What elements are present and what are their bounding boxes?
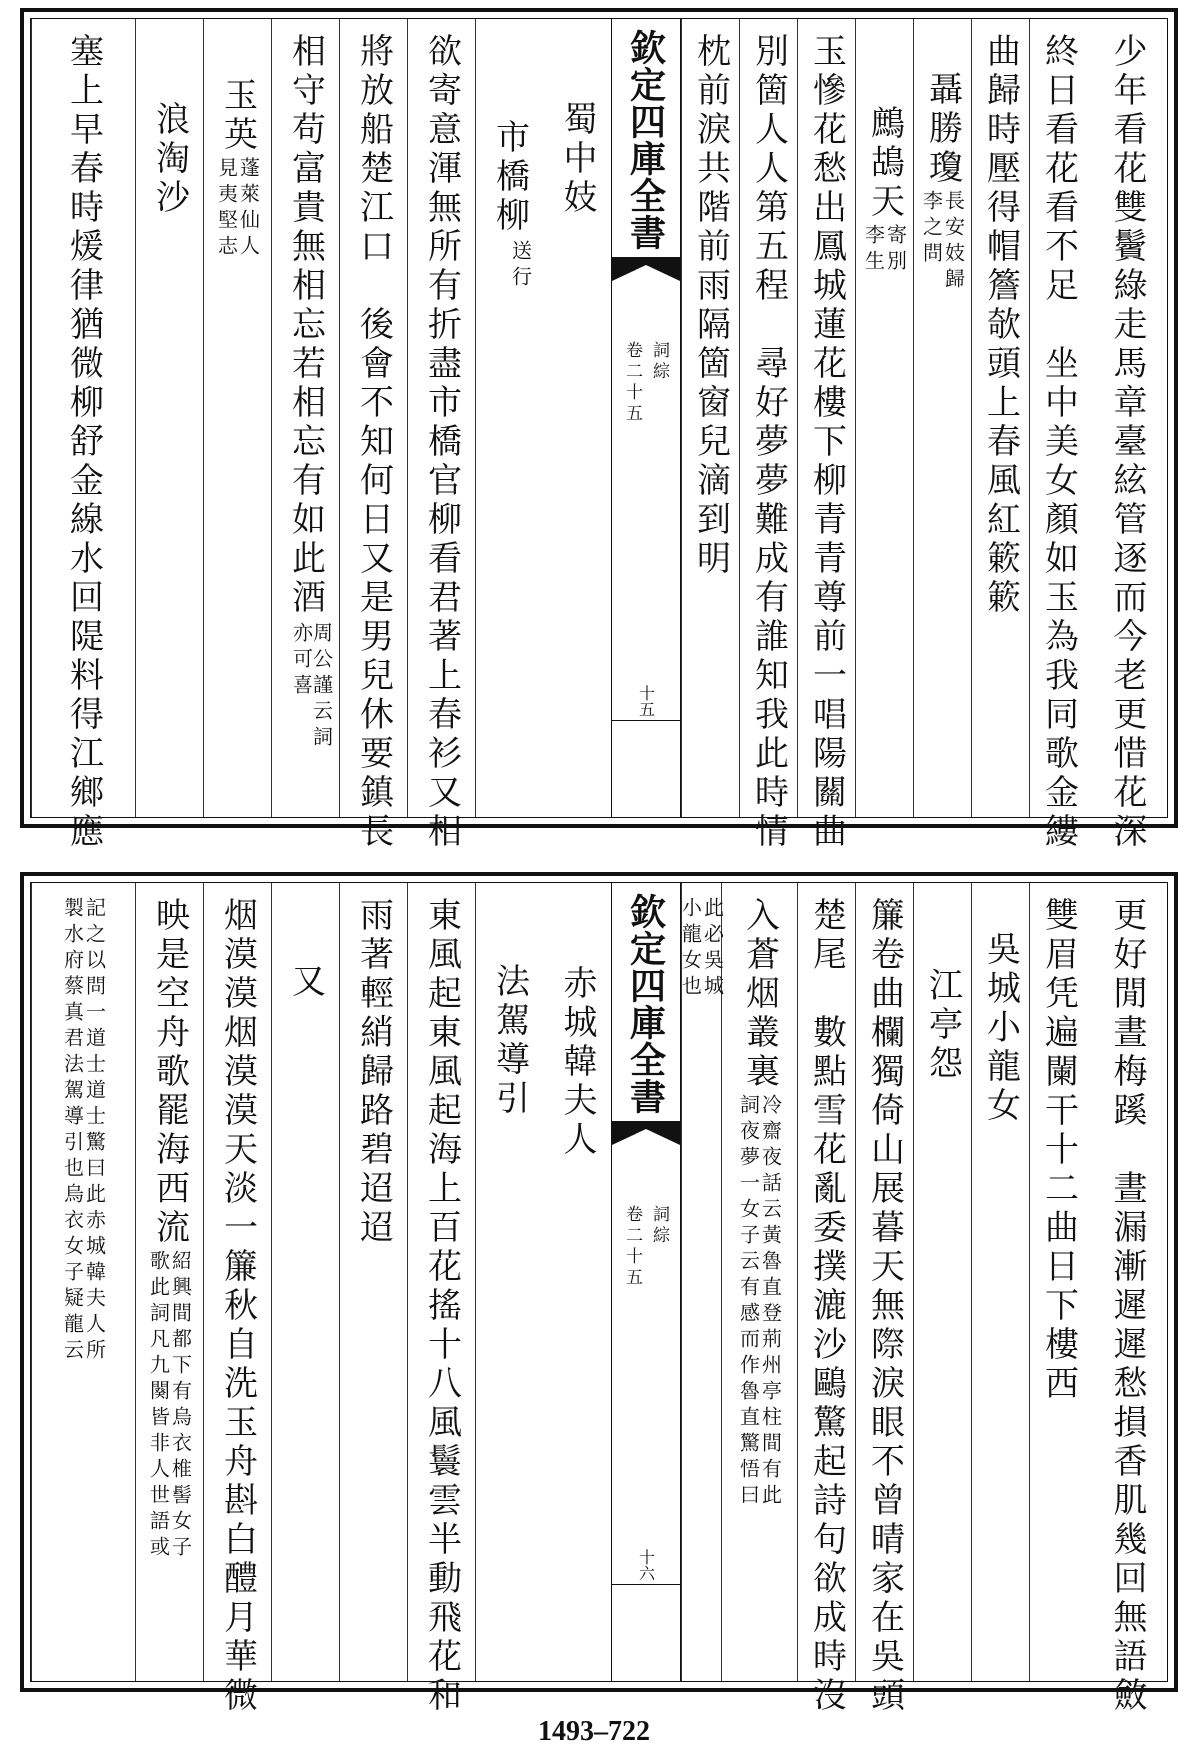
fish-tail-mark-icon [612,257,680,281]
note-line: 李生 [861,224,886,276]
note-line: 蓬萊仙人 [236,157,261,261]
commentary-note: 周公謹云詞亦可喜 [289,622,334,752]
title-note [861,224,908,276]
verse-line: 曲歸時壓得帽簷欹頭上春風紅簌簌 [980,33,1021,618]
text-column [543,19,611,817]
verse-line: 東風起東風起海上百花搖十八風鬟雲半動飛花和 [421,897,462,1716]
verse-line: 枕前淚共階前雨隔箇窗兒滴到明 [690,33,731,579]
verse-line: 玉慘花愁出鳳城蓮花樓下柳青青尊前一唱陽關曲 [806,33,847,852]
commentary-note [736,1094,783,1510]
text-column [681,19,739,817]
verse-line: 雙眉凭遍闌干十二曲日下樓西 [1038,897,1079,1404]
fish-tail-mark-icon [612,1121,680,1145]
page-reference: 1493–722 [538,1716,650,1747]
text-column [271,883,339,1681]
text-column [678,883,725,1681]
tune-title: 鷓鴣天 [864,105,905,222]
verse-line: 楚尾 數點雪花亂委撲漉沙鷗驚起詩句欲成時沒 [806,897,847,1716]
text-column [339,883,407,1681]
text-column [1029,19,1087,852]
text-column [271,19,339,817]
verse-line: 更好閒晝梅蹊 晝漏漸遲遲愁損香肌幾回無語斂 [1107,897,1147,1716]
text-column [855,19,913,817]
text-column [31,19,135,852]
verse-line: 簾卷曲欄獨倚山展暮天無際淚眼不曾晴家在吳頭 [864,897,905,1716]
note-line: 記之以問一道士道士驚曰此赤城韓夫人所 [82,897,107,1365]
text-column [913,883,971,1681]
top-page [20,8,1178,852]
verse-line: 烟漠漠烟漠漠天淡一簾秋自洗玉舟斟白醴月華微 [217,897,258,1716]
tune-title: 江亭怨 [922,967,963,1084]
text-column [407,883,475,1716]
note-line: 製水府蔡真君法駕導引也烏衣女子疑龍云 [60,897,85,1365]
author-name: 玉英 [217,77,258,155]
note-line: 李之問 [919,190,944,268]
text-column [739,19,797,852]
tune-title: 又 [285,963,326,1002]
spine-rule [612,720,680,721]
volume-label [620,1205,672,1289]
text-column [721,883,797,1681]
verse-line: 少年看花雙鬢綠走馬章臺絃管逐而今老更惜花深 [1107,33,1147,852]
text-column [475,883,543,1681]
volume-label [620,341,672,425]
text-column [797,19,855,852]
text-column [203,19,271,817]
text-column [135,19,203,817]
note-line: 紹興間都下有烏衣椎髻女子 [168,1250,193,1562]
text-column [1087,19,1167,852]
note-line: 小龍女也 [678,897,703,1001]
collection-title: 欽定四庫全書 [624,29,667,251]
spine-rule [612,1584,680,1585]
tune-title: 浪淘沙 [149,101,190,218]
note-line: 長安妓歸 [941,190,966,294]
page-number: 十六 [636,1549,656,1581]
author-name: 蜀中妓 [557,101,597,218]
note-line: 冷齋夜話云黃魯直登荊州亭柱間有此 [758,1094,783,1510]
tune-title: 市橋柳 [489,119,530,236]
author-note [919,190,966,294]
volume-number: 卷二十五 [622,1205,642,1289]
collection-title: 欽定四庫全書 [624,893,667,1115]
commentary-note [60,897,107,1681]
text-column [971,19,1029,817]
text-column [339,19,407,852]
text-column [971,883,1029,1681]
note-line: 詞夜夢一女子云有感而作魯直驚悟曰 [736,1094,761,1510]
text-column [797,883,855,1716]
verse-line: 欲寄意渾無所有折盡市橋官柳看君著上春衫又相 [421,33,462,852]
text-column [407,19,475,852]
verse-line: 將放船楚江口 後會不知何日又是男兒休要鎮長 [353,33,394,852]
text-column [855,883,913,1716]
text-column [203,883,271,1716]
text-column [913,19,971,817]
verse-line: 終日看花看不足 坐中美女顏如玉為我同歌金縷 [1038,33,1079,852]
book-name: 詞綜 [649,1205,669,1247]
verse-line: 映是空舟歌罷海西流 [149,897,190,1248]
center-spine [611,883,681,1681]
verse-line: 塞上早春時煖律猶微柳舒金線水回隄料得江鄉應 [63,33,104,852]
verse-line: 雨著輕綃歸路碧迢迢 [353,897,394,1248]
author-name: 赤城韓夫人 [557,965,597,1160]
book-name: 詞綜 [649,341,669,383]
text-column [135,883,203,1681]
verse-line: 別箇人人第五程 尋好夢夢難成有誰知我此時情 [748,33,789,852]
bottom-page [20,872,1178,1716]
top-page-frame [30,18,1168,852]
note-line: 此必吳城 [700,897,725,1001]
text-column [1029,883,1087,1681]
text-column [31,883,135,1681]
bottom-page-frame [30,882,1168,1716]
title-note: 送行 [508,240,533,292]
author-name: 吳城小龍女 [980,931,1021,1126]
tune-title: 法駕導引 [489,963,530,1119]
note-line: 寄別 [883,224,908,276]
text-column [543,883,611,1681]
verse-line: 相守苟富貴無相忘若相忘有如此酒 [285,33,326,618]
text-column [475,19,543,817]
text-column [1087,883,1167,1716]
page-number: 十五 [636,685,656,717]
note-line: 歌此詞凡九闋皆非人世語或 [146,1250,171,1562]
note-line: 見夷堅志 [214,157,239,261]
commentary-note [146,1250,193,1562]
author-name: 聶勝瓊 [922,71,963,188]
volume-number: 卷二十五 [622,341,642,425]
center-spine [611,19,681,817]
author-note [214,157,261,261]
verse-line: 入蒼烟叢裏 [739,897,780,1092]
commentary-note [678,897,725,1681]
